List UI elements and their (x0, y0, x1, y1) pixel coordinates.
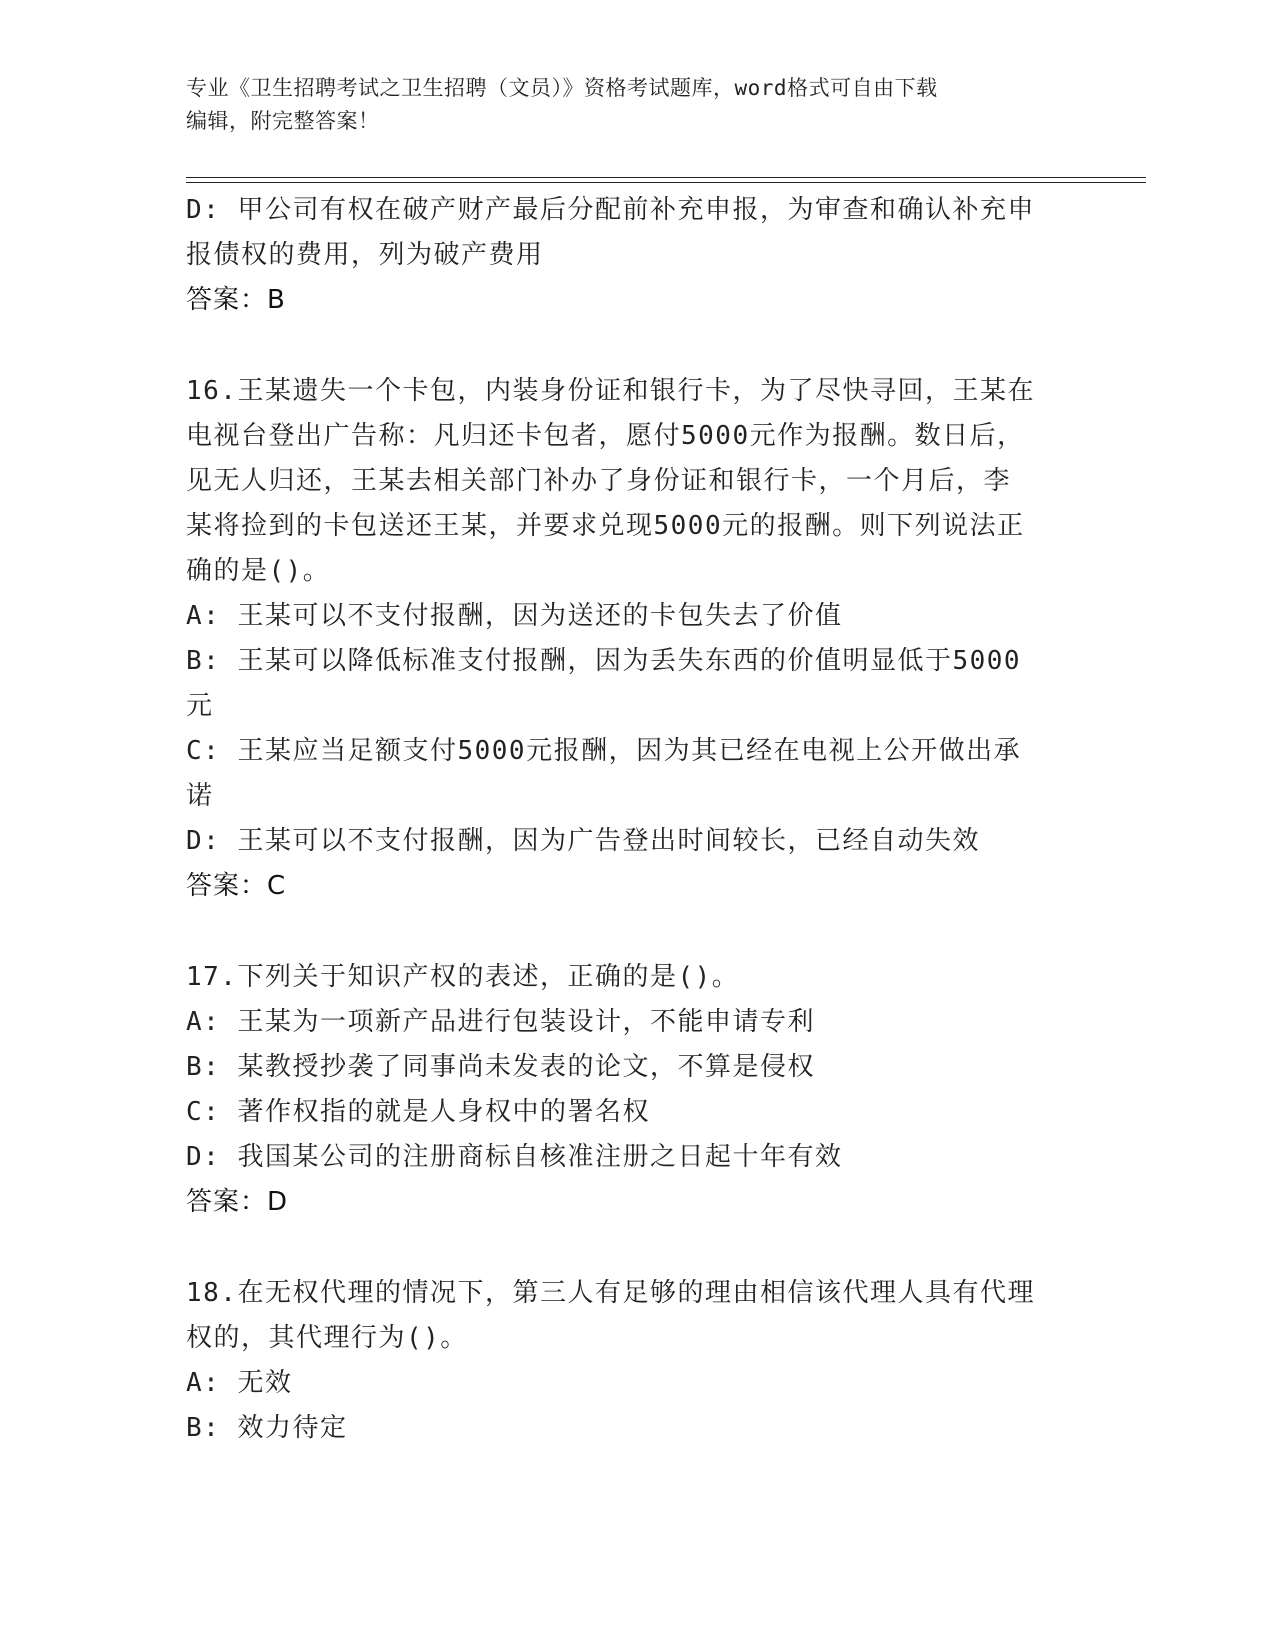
option-a: A: 王某为一项新产品进行包装设计，不能申请专利 (186, 1007, 815, 1037)
question-18 (186, 1271, 1076, 1451)
option-b: B: 效力待定 (186, 1413, 348, 1443)
header-divider-top (186, 177, 1146, 178)
spacer (186, 1225, 1076, 1271)
question-stem-line: 见无人归还，王某去相关部门补办了身份证和银行卡，一个月后，李 (186, 466, 1012, 496)
question-16 (186, 369, 1076, 909)
previous-question-tail (186, 188, 1076, 323)
option-d-line-1: D: 甲公司有权在破产财产最后分配前补充申报，为审查和确认补充申 (186, 195, 1035, 225)
option-b-line-2: 元 (186, 691, 214, 721)
page-header (186, 72, 1066, 138)
spacer (186, 909, 1076, 955)
question-stem: 17.下列关于知识产权的表述，正确的是()。 (186, 962, 740, 992)
question-stem-line: 权的，其代理行为()。 (186, 1323, 468, 1353)
option-b: B: 某教授抄袭了同事尚未发表的论文，不算是侵权 (186, 1052, 815, 1082)
option-d-line-2: 报债权的费用，列为破产费用 (186, 240, 544, 270)
question-stem-line: 某将捡到的卡包送还王某，并要求兑现5000元的报酬。则下列说法正 (186, 511, 1025, 541)
spacer (186, 323, 1076, 369)
option-b-line-1: B: 王某可以降低标准支付报酬，因为丢失东西的价值明显低于5000 (186, 646, 1022, 676)
header-line-1: 专业《卫生招聘考试之卫生招聘（文员）》资格考试题库，word格式可自由下载 (186, 76, 938, 100)
question-stem-line: 电视台登出广告称：凡归还卡包者，愿付5000元作为报酬。数日后， (186, 421, 1025, 451)
header-line-2: 编辑，附完整答案！ (186, 109, 380, 133)
question-stem-line: 确的是()。 (186, 556, 331, 586)
document-body (186, 188, 1076, 1451)
option-a: A: 无效 (186, 1368, 293, 1398)
option-c: C: 著作权指的就是人身权中的署名权 (186, 1097, 650, 1127)
answer-label: 答案：C (186, 871, 287, 901)
question-stem-line: 18.在无权代理的情况下，第三人有足够的理由相信该代理人具有代理 (186, 1278, 1035, 1308)
option-c-line-2: 诺 (186, 781, 214, 811)
answer-label: 答案：D (186, 1187, 289, 1217)
option-d: D: 王某可以不支付报酬，因为广告登出时间较长，已经自动失效 (186, 826, 980, 856)
header-divider-bottom (186, 182, 1146, 183)
question-stem-line: 16.王某遗失一个卡包，内装身份证和银行卡，为了尽快寻回，王某在 (186, 376, 1035, 406)
question-17 (186, 955, 1076, 1225)
answer-label: 答案：B (186, 285, 286, 315)
option-c-line-1: C: 王某应当足额支付5000元报酬，因为其已经在电视上公开做出承 (186, 736, 1022, 766)
option-a: A: 王某可以不支付报酬，因为送还的卡包失去了价值 (186, 601, 843, 631)
option-d: D: 我国某公司的注册商标自核准注册之日起十年有效 (186, 1142, 843, 1172)
